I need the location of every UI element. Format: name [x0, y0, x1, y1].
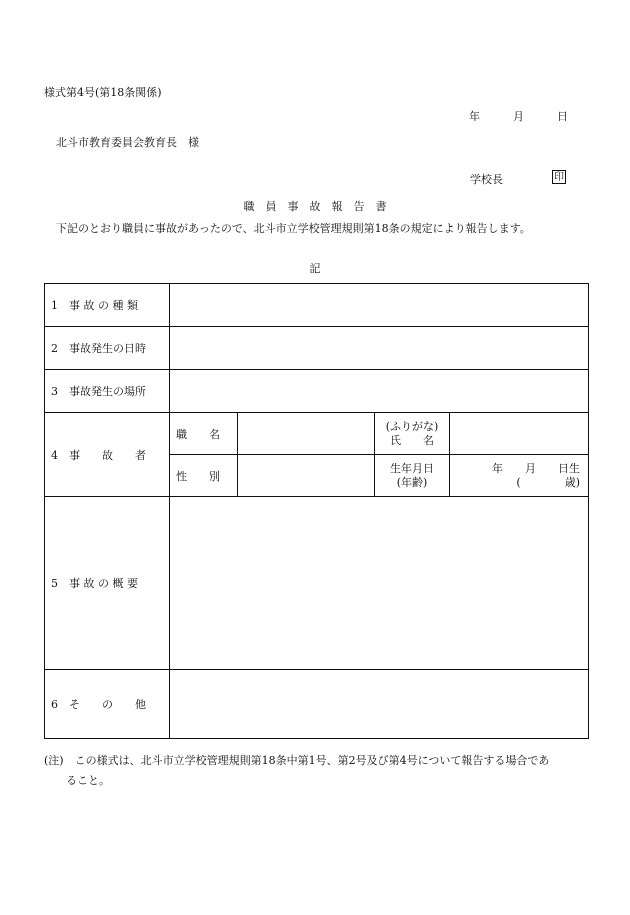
place-field[interactable]: [170, 370, 589, 413]
name-field[interactable]: [450, 413, 589, 455]
summary-field[interactable]: [170, 497, 589, 670]
date-day: 日: [557, 110, 568, 123]
note-line-1: (注) この様式は、北斗市立学校管理規則第18条中第1号、第2号及び第4号について報告する場合であ: [44, 754, 550, 767]
table-row: [45, 670, 589, 739]
table-row: [45, 327, 589, 370]
note-line-2: ること。: [66, 774, 110, 787]
dob-label: 生年月日: [390, 461, 434, 475]
dob-field[interactable]: [450, 455, 589, 497]
row-label-other: 6 そ の 他: [45, 670, 170, 739]
datetime-field[interactable]: [170, 327, 589, 370]
intro-text: 下記のとおり職員に事故があったので、北斗市立学校管理規則第18条の規定により報告します。: [56, 222, 531, 235]
name-label: 氏 名: [390, 433, 434, 447]
date-line: [469, 108, 568, 124]
recipient: 北斗市教育委員会教育長 様: [56, 136, 199, 149]
form-number: 様式第4号(第18条関係): [44, 86, 162, 99]
name-label-cell: [375, 413, 450, 455]
dob-label-cell: [375, 455, 450, 497]
other-field[interactable]: [170, 670, 589, 739]
sex-field[interactable]: [238, 455, 375, 497]
report-table: [44, 283, 589, 739]
row-label-place: 3 事故発生の場所: [45, 370, 170, 413]
furigana-label: (ふりがな): [385, 419, 439, 433]
row-label-person: 4 事 故 者: [45, 413, 170, 497]
age-label: (年齢): [396, 475, 428, 489]
ki-heading: 記: [309, 262, 321, 275]
sex-label: 性 別: [170, 455, 238, 497]
accident-type-field[interactable]: [170, 284, 589, 327]
date-year: 年: [469, 110, 480, 123]
table-row: [45, 284, 589, 327]
age-value: ( 歳): [516, 475, 580, 489]
date-month: 月: [513, 110, 524, 123]
document-title: 職 員 事 故 報 告 書: [243, 200, 387, 213]
table-row: [45, 370, 589, 413]
row-label-accident-type: 1 事 故 の 種 類: [45, 284, 170, 327]
shoku-label: 職 名: [170, 413, 238, 455]
dob-value: 年 月 日生: [492, 461, 580, 475]
principal-label: 学校長: [470, 173, 503, 186]
row-label-summary: 5 事 故 の 概 要: [45, 497, 170, 670]
shoku-field[interactable]: [238, 413, 375, 455]
row-label-datetime: 2 事故発生の日時: [45, 327, 170, 370]
table-row: [45, 497, 589, 670]
table-row: [45, 413, 589, 455]
seal-mark: 印: [554, 172, 564, 183]
